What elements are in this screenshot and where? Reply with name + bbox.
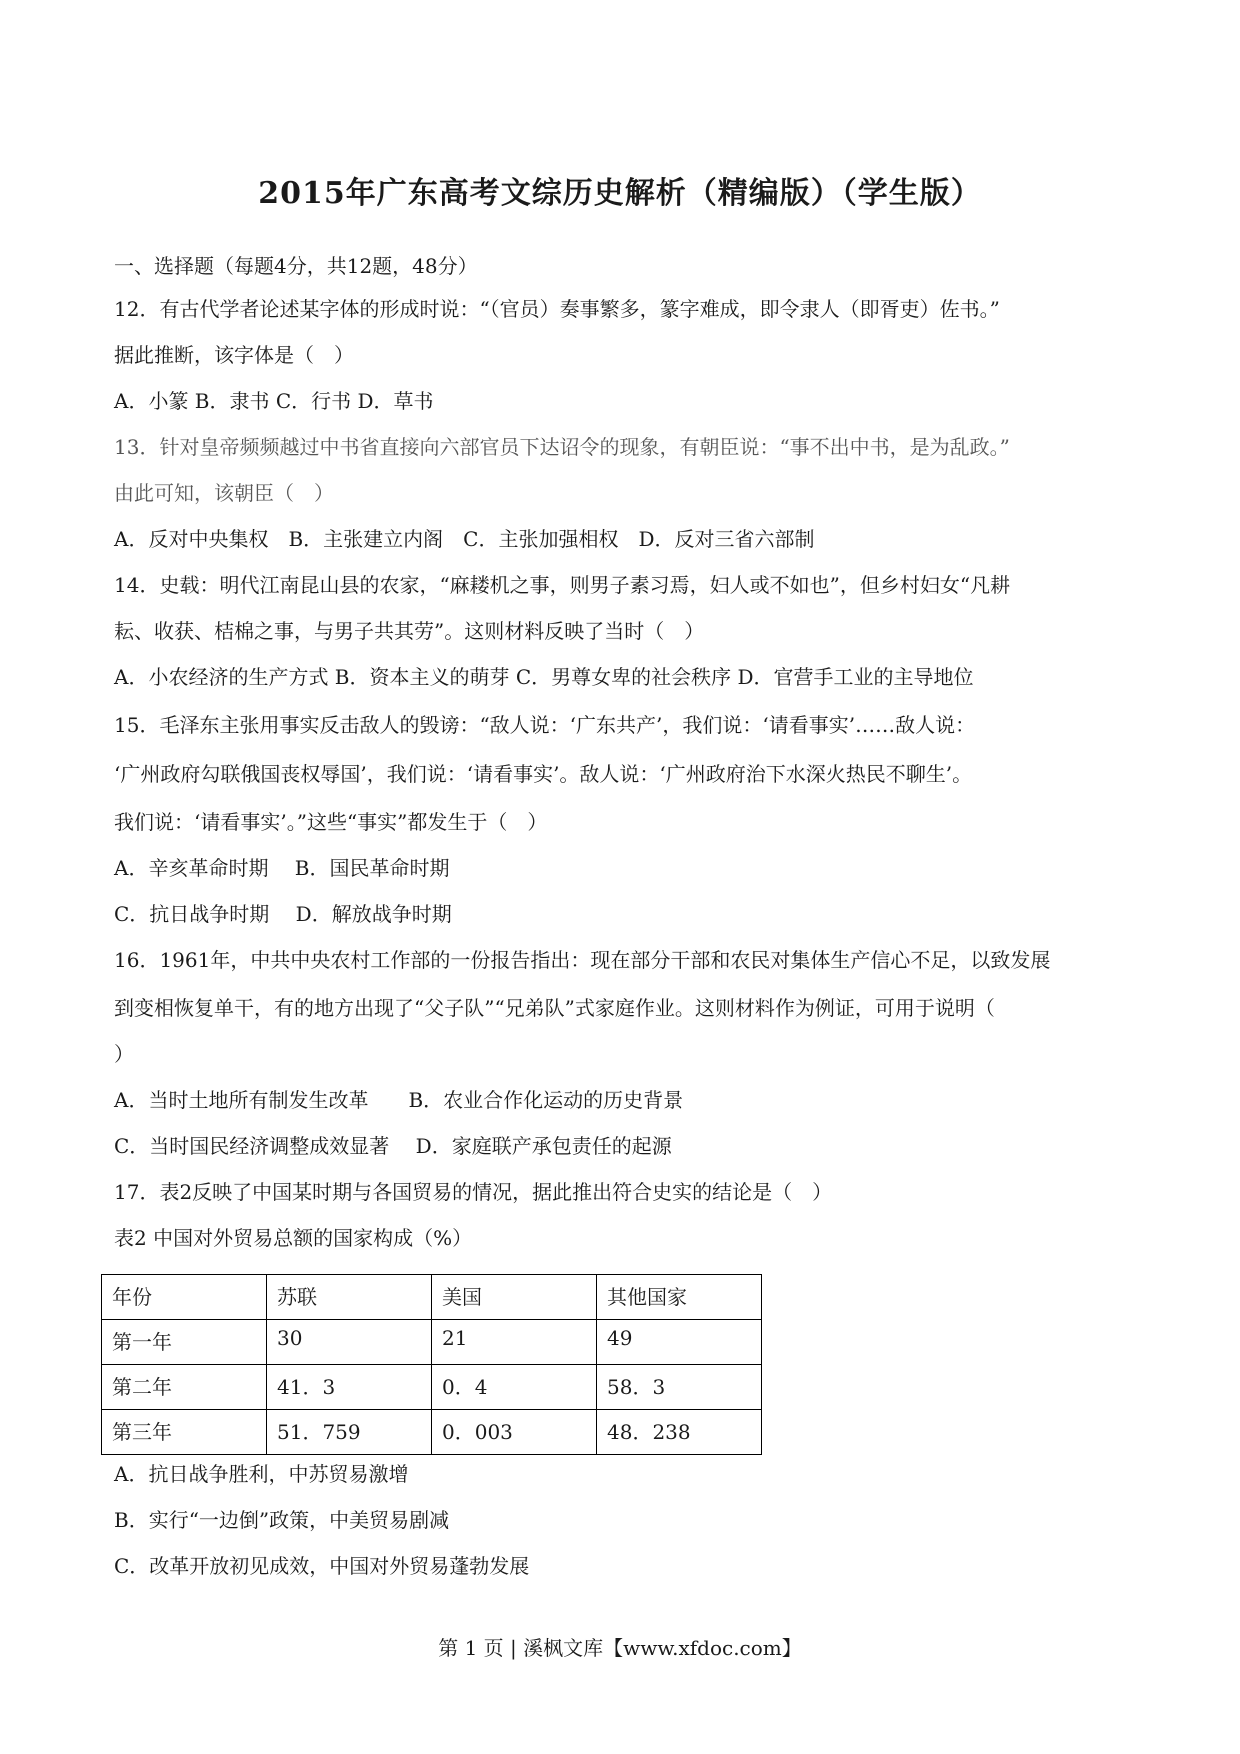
table-cell: 苏联 [267, 1275, 432, 1320]
trade-table [101, 1274, 762, 1455]
q15-stem-line2: ‘广州政府勾联俄国丧权辱国’，我们说：‘请看事实’。敌人说：‘广州政府治下水深火热民不聊生’。 [114, 762, 973, 786]
table-cell: 21 [432, 1320, 597, 1365]
table-cell: 58．3 [597, 1365, 762, 1410]
q14-options: A．小农经济的生产方式 B．资本主义的萌芽 C．男尊女卑的社会秩序 D．官营手工业的主导地位 [114, 665, 974, 689]
page-footer: 第 1 页 | 溪枫文库【www.xfdoc.com】 [438, 1636, 802, 1660]
section-heading: 一、选择题（每题4分，共12题，48分） [114, 254, 478, 278]
q16-stem-line3: ） [114, 1042, 134, 1066]
q13-options: A．反对中央集权 B．主张建立内阁 C．主张加强相权 D．反对三省六部制 [114, 527, 815, 551]
document-title: 2015年广东高考文综历史解析（精编版）（学生版） [258, 176, 982, 211]
table-cell: 其他国家 [597, 1275, 762, 1320]
table-cell: 48．238 [597, 1410, 762, 1455]
table-cell: 年份 [102, 1275, 267, 1320]
q15-stem-line1: 15．毛泽东主张用事实反击敌人的毁谤：“敌人说：‘广东共产’，我们说：‘请看事实’……敌人说： [114, 713, 976, 737]
q12-options: A．小篆 B．隶书 C．行书 D．草书 [114, 389, 434, 413]
q16-stem-line2: 到变相恢复单干，有的地方出现了“父子队”“兄弟队”式家庭作业。这则材料作为例证，可用于说明（ [114, 996, 995, 1020]
table-row [102, 1320, 762, 1365]
table-cell: 0．4 [432, 1365, 597, 1410]
q17-stem: 17．表2反映了中国某时期与各国贸易的情况，据此推出符合史实的结论是（ ） [114, 1180, 833, 1204]
q15-options-2: C．抗日战争时期 D．解放战争时期 [114, 902, 452, 926]
q17-option-c: C．改革开放初见成效，中国对外贸易蓬勃发展 [114, 1554, 530, 1578]
q17-option-a: A．抗日战争胜利，中苏贸易激增 [114, 1462, 409, 1486]
table-cell: 美国 [432, 1275, 597, 1320]
table-row [102, 1365, 762, 1410]
q17-option-b: B．实行“一边倒”政策，中美贸易剧减 [114, 1508, 450, 1532]
table-row [102, 1410, 762, 1455]
q16-options-1: A．当时土地所有制发生改革 B．农业合作化运动的历史背景 [114, 1088, 684, 1112]
table-cell: 0．003 [432, 1410, 597, 1455]
q15-stem-line3: 我们说：‘请看事实’。”这些“事实”都发生于（ ） [114, 810, 548, 834]
q12-stem-line1: 12．有古代学者论述某字体的形成时说：“（官员）奏事繁多，篆字难成，即令隶人（即胥吏）佐书。” [114, 297, 1000, 321]
table-cell: 第一年 [102, 1320, 267, 1365]
q16-options-2: C．当时国民经济调整成效显著 D．家庭联产承包责任的起源 [114, 1134, 672, 1158]
table-cell: 51．759 [267, 1410, 432, 1455]
table-cell: 41．3 [267, 1365, 432, 1410]
table-cell: 第三年 [102, 1410, 267, 1455]
q14-stem-line1: 14．史载：明代江南昆山县的农家，“麻耧机之事，则男子素习焉，妇人或不如也”，但乡村妇女“凡耕 [114, 573, 1011, 597]
q13-stem-line2: 由此可知，该朝臣（ ） [114, 481, 334, 505]
table-caption: 表2 中国对外贸易总额的国家构成（%） [114, 1226, 473, 1250]
q16-stem-line1: 16．1961年，中共中央农村工作部的一份报告指出：现在部分干部和农民对集体生产信心不足，以致发展 [114, 948, 1051, 972]
q14-stem-line2: 耘、收获、桔棉之事，与男子共其劳”。这则材料反映了当时（ ） [114, 619, 705, 643]
table-cell: 30 [267, 1320, 432, 1365]
q12-stem-line2: 据此推断，该字体是（ ） [114, 343, 354, 367]
q13-stem-line1: 13．针对皇帝频频越过中书省直接向六部官员下达诏令的现象，有朝臣说：“事不出中书，是为乱政。” [114, 435, 1010, 459]
q15-options-1: A．辛亥革命时期 B．国民革命时期 [114, 856, 450, 880]
table-cell: 第二年 [102, 1365, 267, 1410]
table-header-row [102, 1275, 762, 1320]
table-cell: 49 [597, 1320, 762, 1365]
